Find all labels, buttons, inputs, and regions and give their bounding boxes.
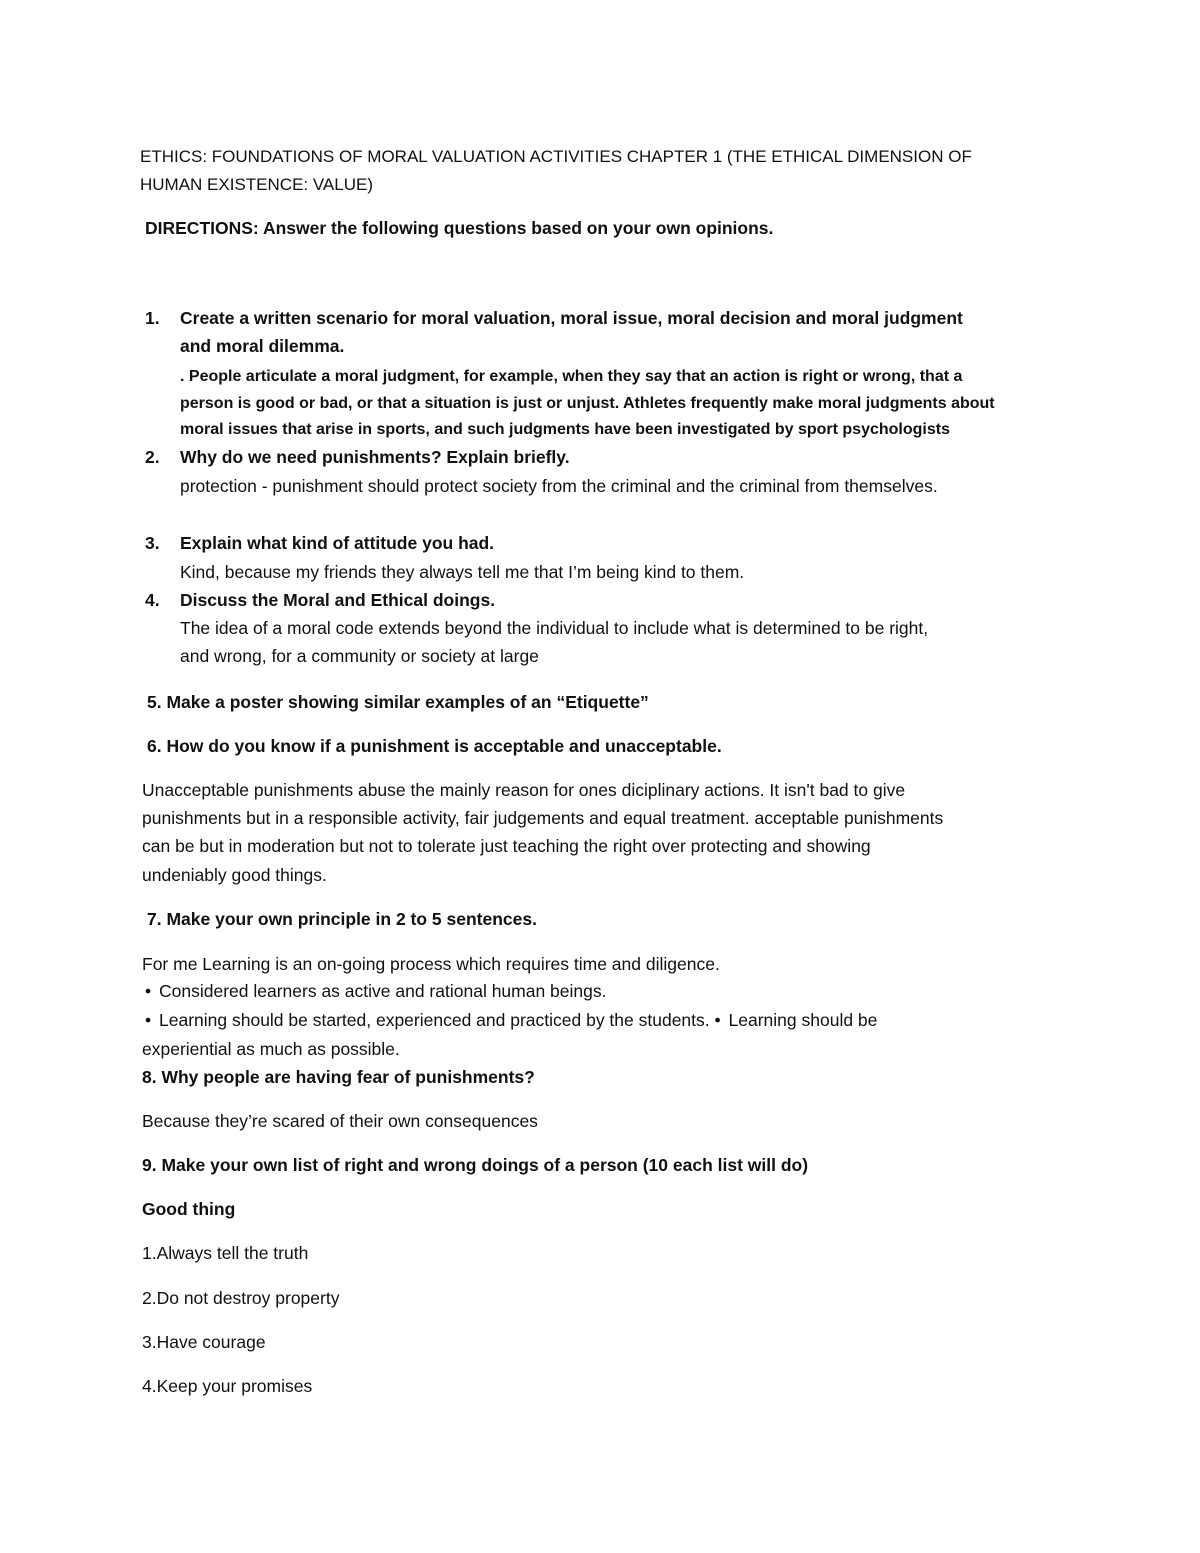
list-item: 2.Do not destroy property bbox=[142, 1288, 340, 1308]
q6-answer-line-4: undeniably good things. bbox=[142, 865, 327, 885]
document-title-line-2: HUMAN EXISTENCE: VALUE) bbox=[140, 175, 374, 194]
list-item: 3.Have courage bbox=[142, 1332, 266, 1352]
q1-answer-line-3: moral issues that arise in sports, and such judgments have been investigated by sport psychologists bbox=[180, 421, 950, 438]
q2-question: Why do we need punishments? Explain briefly. bbox=[180, 447, 570, 467]
q6-answer-line-1: Unacceptable punishments abuse the mainly reason for ones diciplinary actions. It isn't bad to give bbox=[142, 780, 906, 800]
q7-answer-line-3: • Learning should be started, experienced and practiced by the students. • Learning should be bbox=[145, 1006, 877, 1034]
bullet-icon: • bbox=[145, 981, 152, 1001]
q5-question: 5. Make a poster showing similar examples of an “Etiquette” bbox=[147, 692, 649, 712]
q7-answer-line-2: • Considered learners as active and rational human beings. bbox=[145, 977, 607, 1005]
q4-number: 4. bbox=[145, 590, 160, 610]
q6-answer-line-2: punishments but in a responsible activity, fair judgements and equal treatment. acceptable punishments bbox=[142, 808, 944, 828]
q1-question-line-2: and moral dilemma. bbox=[180, 336, 345, 356]
q2-number: 2. bbox=[145, 447, 160, 467]
q6-answer-line-3: can be but in moderation but not to tolerate just teaching the right over protecting and showing bbox=[142, 836, 871, 856]
bullet-icon: • bbox=[714, 1010, 721, 1030]
q1-question-line-1: Create a written scenario for moral valuation, moral issue, moral decision and moral judgment bbox=[180, 308, 963, 328]
q9-list-heading: Good thing bbox=[142, 1199, 236, 1219]
q8-question: 8. Why people are having fear of punishments? bbox=[142, 1067, 535, 1087]
q1-answer-line-2: person is good or bad, or that a situation is just or unjust. Athletes frequently make moral judgments about bbox=[180, 395, 995, 412]
q6-question: 6. How do you know if a punishment is acceptable and unacceptable. bbox=[147, 736, 722, 756]
q2-answer: protection - punishment should protect society from the criminal and the criminal from themselves. bbox=[180, 476, 938, 496]
directions: DIRECTIONS: Answer the following questions based on your own opinions. bbox=[145, 218, 774, 238]
q3-answer: Kind, because my friends they always tell me that I’m being kind to them. bbox=[180, 562, 745, 582]
q7-answer-line-4: experiential as much as possible. bbox=[142, 1039, 400, 1059]
q3-number: 3. bbox=[145, 533, 160, 553]
q8-answer: Because they’re scared of their own consequences bbox=[142, 1111, 538, 1131]
q7-question: 7. Make your own principle in 2 to 5 sentences. bbox=[147, 909, 537, 929]
q1-answer-line-1: . People articulate a moral judgment, for example, when they say that an action is right or wrong, that a bbox=[180, 368, 963, 385]
q4-question: Discuss the Moral and Ethical doings. bbox=[180, 590, 496, 610]
bullet-icon: • bbox=[145, 1010, 152, 1030]
q7-answer-line-1: For me Learning is an on-going process which requires time and diligence. bbox=[142, 954, 720, 974]
q3-question: Explain what kind of attitude you had. bbox=[180, 533, 495, 553]
list-item: 1.Always tell the truth bbox=[142, 1243, 309, 1263]
list-item: 4.Keep your promises bbox=[142, 1376, 313, 1396]
document-title-line-1: ETHICS: FOUNDATIONS OF MORAL VALUATION ACTIVITIES CHAPTER 1 (THE ETHICAL DIMENSION OF bbox=[140, 147, 972, 166]
q1-number: 1. bbox=[145, 308, 160, 328]
q4-answer-line-1: The idea of a moral code extends beyond the individual to include what is determined to be right, bbox=[180, 618, 929, 638]
q4-answer-line-2: and wrong, for a community or society at large bbox=[180, 646, 539, 666]
q9-question: 9. Make your own list of right and wrong doings of a person (10 each list will do) bbox=[142, 1155, 809, 1175]
